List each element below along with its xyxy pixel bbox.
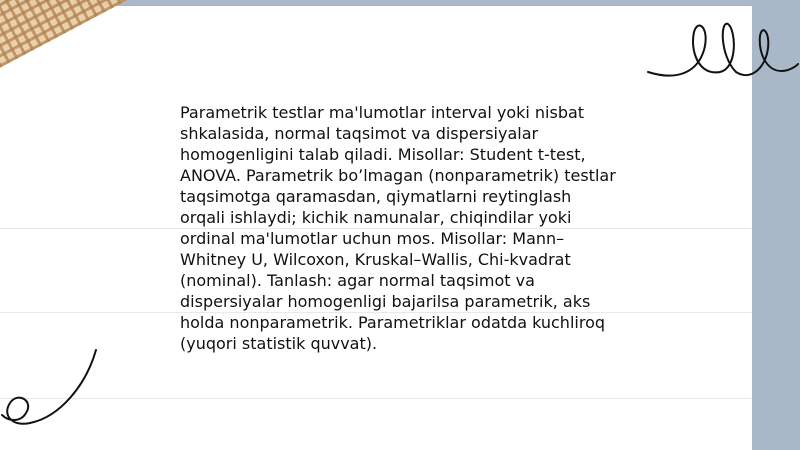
body-text: Parametrik testlar ma'lumotlar interval yoki nisbat shkalasida, normal taqsimot va dispersiyalar homogenligini talab qiladi. Misollar: Student t-test, ANOVA. Parametrik bo’lmagan (nonparametrik) testlar taqsimotga qaramasdan, qiymatlarni reytinglash orqali ishlaydi; kichik namunalar, chiqindilar yoki ordinal ma'lumotlar uchun mos. Misollar: Mann–Whitney U, Wilcoxon, Kruskal–Wallis, Chi-kvadrat (nominal). Tanlash: agar normal taqsimot va dispersiyalar homogenligi bajarilsa parametrik, aks holda nonparametrik. Parametriklar odatda kuchliroq (yuqori statistik quvvat). bbox=[180, 103, 616, 353]
swirl-doodle-icon bbox=[0, 345, 110, 430]
paper-rule-line bbox=[0, 398, 752, 399]
loops-doodle-icon bbox=[640, 10, 800, 85]
